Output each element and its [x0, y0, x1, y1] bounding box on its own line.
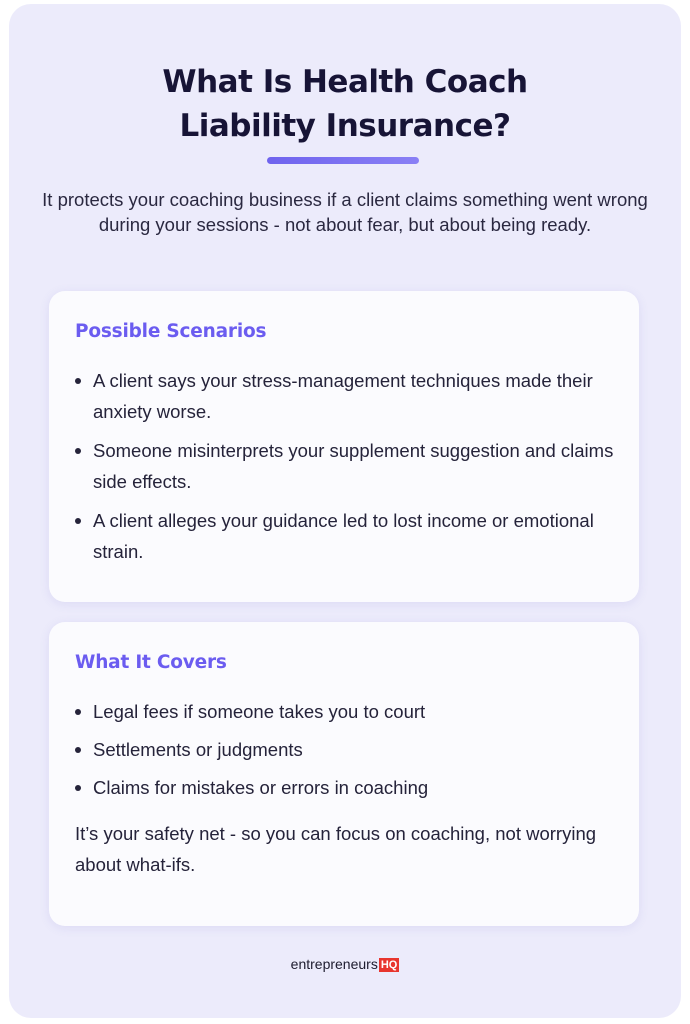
title-underline — [267, 157, 419, 164]
list-item-text: A client alleges your guidance led to lost income or emotional strain. — [93, 510, 594, 562]
list-item — [75, 365, 615, 427]
list-item-text: A client says your stress-management techniques made their anxiety worse. — [93, 370, 593, 422]
infographic-card — [9, 4, 681, 1018]
scenarios-list — [75, 365, 615, 575]
list-item — [75, 772, 615, 803]
bullet-icon — [75, 518, 81, 524]
brand-badge: HQ — [380, 959, 398, 971]
list-item — [75, 696, 615, 727]
bullet-icon — [75, 747, 81, 753]
bullet-icon — [75, 709, 81, 715]
bullet-icon — [75, 448, 81, 454]
page-title — [9, 60, 681, 148]
brand-logo — [9, 956, 681, 972]
title-line-2: Liability Insurance? — [179, 108, 511, 144]
list-item — [75, 505, 615, 567]
list-item-text: Settlements or judgments — [93, 739, 303, 760]
title-line-1: What Is Health Coach — [162, 64, 528, 100]
list-item — [75, 435, 615, 497]
bullet-icon — [75, 378, 81, 384]
coverage-list — [75, 696, 615, 810]
list-item-text: Someone misinterprets your supplement suggestion and claims side effects. — [93, 440, 614, 492]
scenarios-heading: Possible Scenarios — [75, 321, 267, 342]
scenarios-panel — [49, 291, 639, 602]
list-item — [75, 734, 615, 765]
closing-text: It’s your safety net - so you can focus on coaching, not worrying about what-ifs. — [75, 823, 597, 875]
intro-text: It protects your coaching business if a client claims something went wrong during your sessions - not about fear, but about being ready. — [42, 189, 648, 235]
brand-name: entrepreneurs — [290, 956, 378, 972]
list-item-text: Claims for mistakes or errors in coaching — [93, 777, 429, 798]
coverage-heading: What It Covers — [75, 652, 227, 673]
coverage-panel — [49, 622, 639, 926]
bullet-icon — [75, 785, 81, 791]
list-item-text: Legal fees if someone takes you to court — [93, 701, 426, 722]
